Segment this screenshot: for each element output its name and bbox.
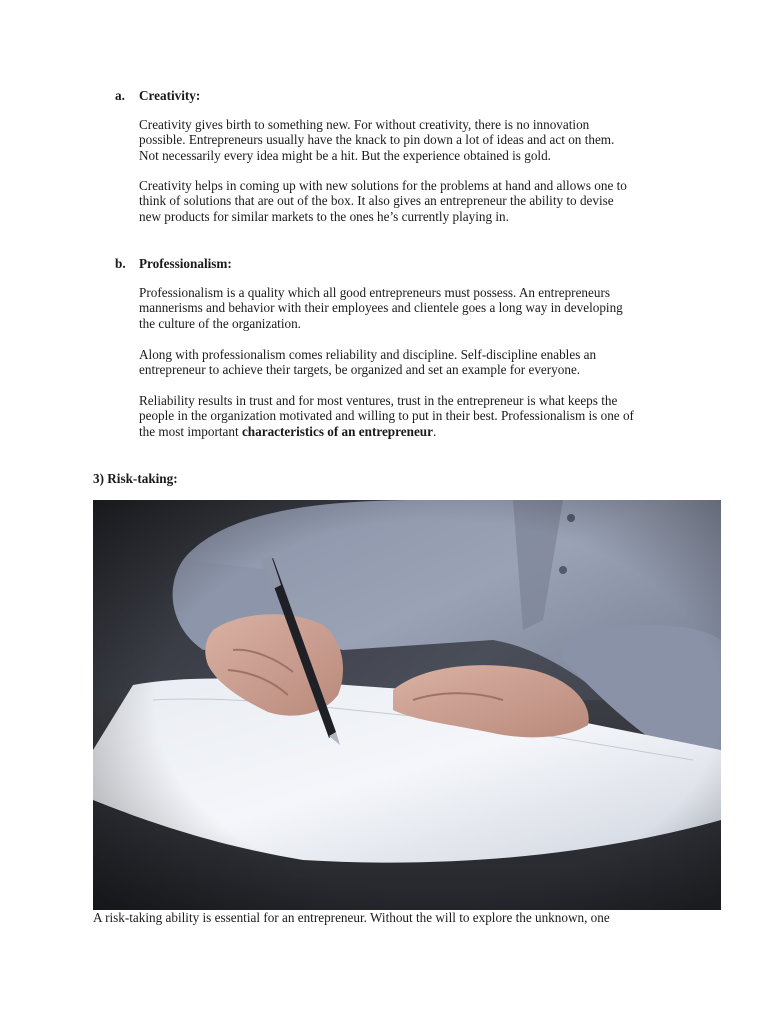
text-line: Creativity gives birth to something new. For without creativity, there is no innovation — [139, 117, 590, 132]
text-run: . — [432, 423, 437, 439]
creativity-paragraph-2 — [139, 178, 684, 224]
photo-illustration — [93, 500, 721, 910]
text-line: Professionalism is a quality which all good entrepreneurs must possess. An entrepreneurs — [139, 285, 610, 300]
photo-hand-writing-document — [93, 500, 721, 910]
professionalism-heading — [115, 256, 232, 271]
text-line: new products for similar markets to the ones he’s currently playing in. — [139, 208, 509, 224]
professionalism-paragraph-1 — [139, 285, 684, 331]
creativity-paragraph-1 — [139, 117, 684, 163]
professionalism-title: Professionalism: — [139, 256, 232, 271]
creativity-heading — [115, 88, 200, 103]
text-line: the culture of the organization. — [139, 315, 301, 331]
list-marker: a. — [115, 88, 125, 103]
text-line: possible. Entrepreneurs usually have the knack to pin down a lot of ideas and act on them. — [139, 132, 615, 148]
text-line: think of solutions that are out of the box. It also gives an entrepreneur the ability to devise — [139, 193, 614, 209]
professionalism-paragraph-3 — [139, 393, 684, 439]
text-line: people in the organization motivated and willing to put in their best. Professionalism is one of — [139, 408, 634, 424]
risk-taking-paragraph: A risk-taking ability is essential for an entrepreneur. Without the will to explore the unknown, one — [93, 910, 610, 925]
text-run: the most important — [139, 423, 242, 439]
professionalism-paragraph-2 — [139, 347, 684, 378]
text-line: Creativity helps in coming up with new solutions for the problems at hand and allows one to — [139, 178, 627, 193]
text-line: Along with professionalism comes reliability and discipline. Self-discipline enables an — [139, 347, 597, 362]
text-line — [139, 424, 684, 439]
text-line: entrepreneur to achieve their targets, be organized and set an example for everyone. — [139, 362, 581, 378]
text-line: Not necessarily every idea might be a hit. But the experience obtained is gold. — [139, 147, 551, 163]
risk-taking-heading: 3) Risk-taking: — [93, 471, 178, 486]
list-marker: b. — [115, 256, 126, 271]
creativity-title: Creativity: — [139, 88, 201, 103]
text-line: Reliability results in trust and for most ventures, trust in the entrepreneur is what keeps the — [139, 393, 618, 408]
bold-phrase: characteristics of an entrepreneur — [241, 423, 433, 439]
text-line: mannerisms and behavior with their employees and clientele goes a long way in developing — [139, 300, 623, 316]
